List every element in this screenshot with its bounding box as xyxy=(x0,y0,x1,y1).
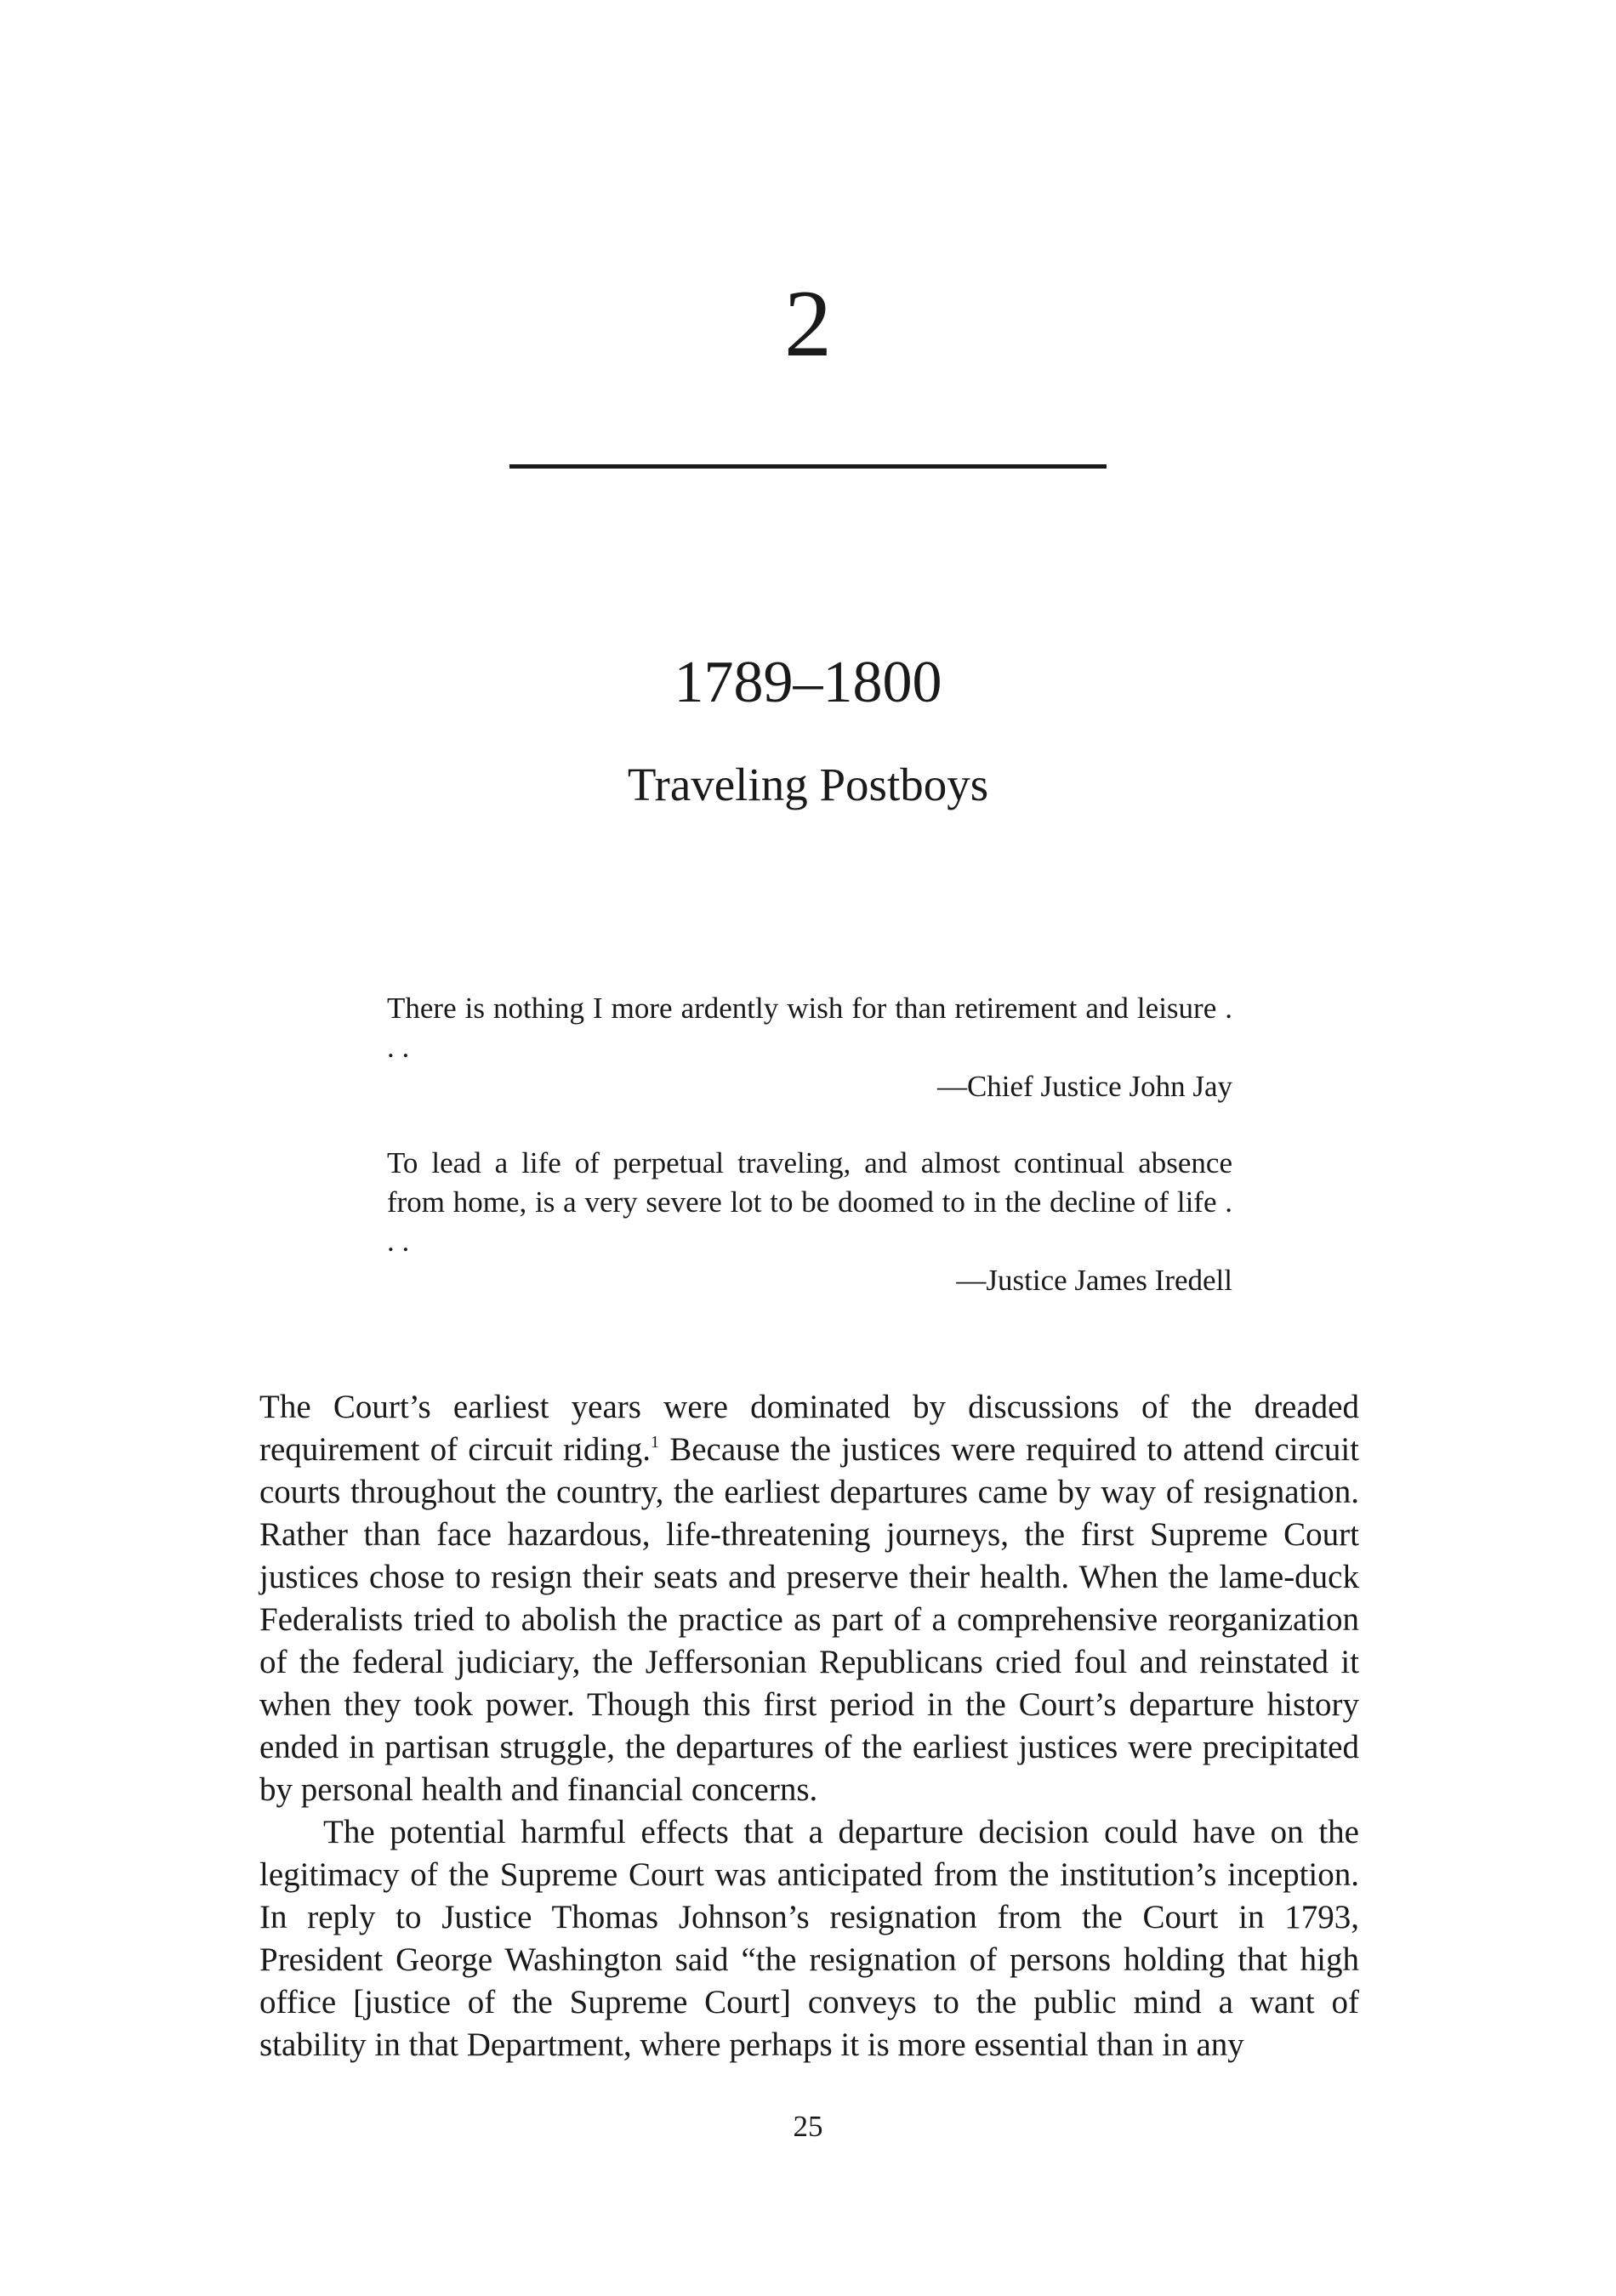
epigraph-text: To lead a life of perpetual traveling, and almost continual absence from home, is a very severe lot to be doomed to in the decline of life . . . xyxy=(387,1146,1232,1258)
paragraph-2: The potential harmful effects that a departure decision could have on the legitimacy of the Supreme Court was anticipated from the institution’s inception. In reply to Justice Thomas Johnson’s resignation from the Court in 1793, President George Washington said “the resignation of persons holding that high office [justice of the Supreme Court] conveys to the public mind a want of stability in that Department, where perhaps it is more essential than in any xyxy=(259,1814,1359,2063)
chapter-rule xyxy=(509,464,1107,469)
footnote-ref-1[interactable]: 1 xyxy=(651,1433,659,1452)
chapter-number: 2 xyxy=(784,271,832,377)
epigraph-text: There is nothing I more ardently wish for than retirement and leisure . . . xyxy=(387,992,1232,1064)
paragraph-1-start: The Court’s earliest years were dominated by discussions of the dreaded requirement of circuit riding. xyxy=(259,1389,1359,1468)
epigraph-iredell xyxy=(387,1144,1232,1300)
epigraph-jay xyxy=(387,989,1232,1106)
page-number: 25 xyxy=(793,2110,823,2143)
chapter-subtitle: Traveling Postboys xyxy=(627,759,989,810)
paragraph-1-rest: Because the justices were required to attend circuit courts throughout the country, the earliest departures came by way of resignation. Rather than face hazardous, life-threatening journeys, the first Supreme Court justices chose to resign their seats and preserve their health. When the lame-duck Federalists tried to abolish the practice as part of a comprehensive reorganization of the federal judiciary, the Jeffersonian Republicans cried foul and reinstated it when they took power. Though this first period in the Court’s departure history ended in partisan struggle, the departures of the earliest justices were precipitated by personal health and financial concerns. xyxy=(259,1431,1360,1808)
epigraph-attribution: —Justice James Iredell xyxy=(956,1264,1232,1297)
chapter-years: 1789–1800 xyxy=(674,650,942,715)
body-text xyxy=(259,1386,1359,2066)
paragraph-1 xyxy=(259,1386,1359,1811)
epigraph-attribution: —Chief Justice John Jay xyxy=(936,1070,1232,1103)
